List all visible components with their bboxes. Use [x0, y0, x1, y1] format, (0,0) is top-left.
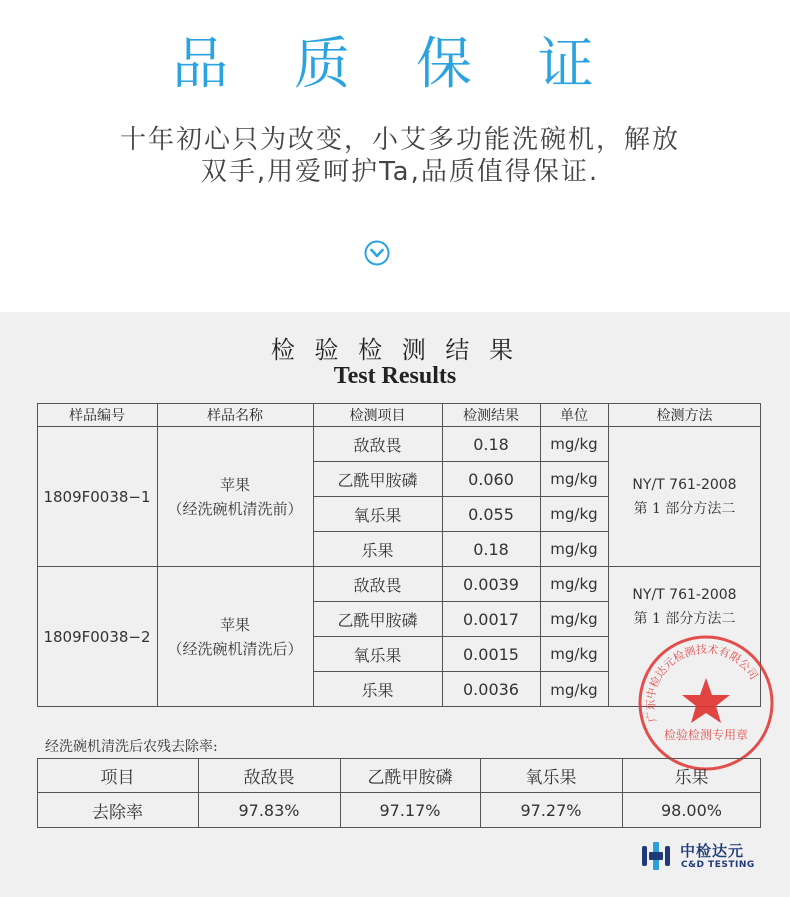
sample-name-line2: （经洗碗机清洗后）	[167, 640, 303, 658]
intro-line-1: 十年初心只为改变，小艾多功能洗碗机，解放	[119, 125, 680, 155]
test-result: 0.18	[473, 434, 509, 454]
test-result: 0.0015	[463, 644, 519, 664]
test-unit: mg/kg	[550, 505, 598, 523]
col-header-method: 检测方法	[656, 407, 713, 424]
col-header-unit: 单位	[560, 407, 588, 424]
test-item: 敌敌畏	[353, 435, 402, 455]
sample-name-line1: 苹果	[219, 616, 250, 634]
logo-name-cn: 中检达元	[680, 842, 745, 860]
test-result: 0.0039	[463, 574, 519, 594]
test-result: 0.060	[468, 469, 514, 489]
removal-value: 97.83%	[238, 801, 300, 820]
star-icon	[682, 678, 730, 723]
cd-testing-logo	[640, 836, 770, 876]
removal-header: 敌敌畏	[243, 767, 295, 788]
intro-line-2: 双手,用爱呵护Ta,品质值得保证.	[200, 157, 600, 187]
removal-value: 98.00%	[660, 801, 722, 820]
test-result: 0.0036	[463, 680, 519, 699]
cd-logo-icon	[640, 840, 672, 872]
test-unit: mg/kg	[550, 575, 598, 593]
sample-name-line2: （经洗碗机清洗前）	[167, 499, 303, 518]
test-method	[608, 427, 761, 566]
chevron-down-circle-icon[interactable]	[364, 240, 390, 266]
method-line1: NY/T 761-2008	[632, 476, 737, 493]
test-result: 0.055	[468, 504, 514, 524]
sample-name	[157, 427, 313, 566]
logo-name-en: C&D TESTING	[681, 860, 755, 870]
sample-name	[157, 567, 313, 707]
col-header-sample-id: 样品编号	[69, 407, 125, 424]
method-line2: 第 1 部分方法二	[633, 500, 736, 517]
report-title: 检 验 检 测 结 果	[270, 336, 520, 364]
removal-header: 乐果	[674, 767, 709, 788]
removal-header-item: 项目	[100, 767, 135, 788]
test-unit: mg/kg	[550, 435, 598, 453]
test-unit: mg/kg	[550, 680, 598, 699]
test-item: 乐果	[361, 540, 394, 560]
stamp-ring-text: 广东中检达元检测技术有限公司	[643, 642, 761, 724]
inspection-stamp	[636, 633, 776, 773]
stamp-center-text: 检验检测专用章	[663, 728, 749, 742]
col-header-sample-name: 样品名称	[207, 407, 263, 424]
test-unit: mg/kg	[550, 540, 598, 558]
sample-name-line1: 苹果	[219, 475, 250, 494]
test-item: 氧乐果	[353, 645, 402, 665]
removal-header: 氧乐果	[525, 767, 577, 788]
col-header-test-item: 检测项目	[349, 407, 406, 424]
test-item: 乐果	[361, 681, 394, 700]
test-result: 0.18	[473, 539, 509, 559]
test-unit: mg/kg	[550, 470, 598, 488]
page-title: 品 质 保 证	[172, 32, 618, 97]
report-subtitle: Test Results	[333, 363, 457, 389]
method-line2: 第 1 部分方法二	[633, 611, 736, 627]
removal-row-label: 去除率	[92, 803, 143, 823]
removal-value: 97.27%	[520, 801, 582, 820]
removal-value: 97.17%	[379, 801, 441, 820]
test-unit: mg/kg	[550, 645, 598, 663]
test-unit: mg/kg	[550, 610, 598, 628]
test-item: 敌敌畏	[353, 575, 402, 595]
test-result: 0.0017	[463, 609, 519, 629]
test-item: 氧乐果	[353, 505, 402, 525]
test-item: 乙酰甲胺磷	[337, 610, 418, 630]
removal-note: 经洗碗机清洗后农残去除率:	[45, 739, 218, 755]
intro-text	[95, 124, 705, 188]
method-line1: NY/T 761-2008	[632, 587, 737, 603]
col-header-result: 检测结果	[463, 407, 519, 424]
sample-id: 1809F0038−2	[43, 628, 151, 646]
sample-id: 1809F0038−1	[43, 487, 151, 506]
test-item: 乙酰甲胺磷	[337, 470, 418, 490]
removal-header: 乙酰甲胺磷	[367, 767, 453, 788]
